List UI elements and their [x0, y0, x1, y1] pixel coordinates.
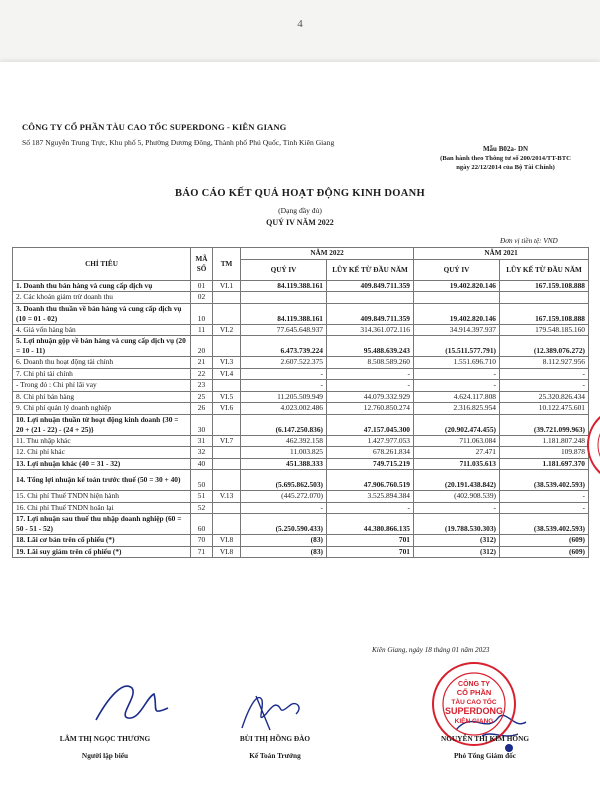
row-q4-2021: 4.624.117.808	[414, 391, 500, 403]
row-label: 16. Chi phí Thuế TNDN hoãn lại	[13, 502, 191, 514]
row-label: - Trong đó : Chi phí lãi vay	[13, 380, 191, 392]
row-label: 8. Chi phí bán hàng	[13, 391, 191, 403]
row-note	[213, 458, 241, 470]
row-q4-2022: -	[241, 380, 327, 392]
row-q4-2021: 34.914.397.937	[414, 324, 500, 336]
row-code: 40	[191, 458, 213, 470]
row-code: 20	[191, 336, 213, 357]
stamp-line-1: CÔNG TY	[458, 681, 490, 688]
row-q4-2021	[414, 292, 500, 304]
row-q4-2022: -	[241, 502, 327, 514]
signer-1-role: Người lập biểu	[81, 751, 129, 760]
row-q4-2021: 27.471	[414, 447, 500, 459]
row-label: 14. Tổng lợi nhuận kế toán trước thuế (50 = 30 + 40)	[13, 470, 191, 491]
table-row	[13, 435, 589, 447]
row-ytd-2021: 167.159.108.888	[500, 303, 589, 324]
row-ytd-2021: -	[500, 491, 589, 503]
row-q4-2021: -	[414, 502, 500, 514]
row-note: VI.2	[213, 324, 241, 336]
row-note	[213, 447, 241, 459]
form-reference	[418, 145, 593, 172]
row-note: V.13	[213, 491, 241, 503]
row-q4-2021: (15.511.577.791)	[414, 336, 500, 357]
form-code: Mẫu B02a- DN	[482, 145, 529, 153]
row-ytd-2021: 25.320.826.434	[500, 391, 589, 403]
table-row	[13, 292, 589, 304]
row-ytd-2021: (609)	[500, 546, 589, 558]
table-row	[13, 368, 589, 380]
header-year-2021: NĂM 2021	[414, 248, 589, 260]
row-ytd-2022	[327, 292, 414, 304]
row-label: 5. Lợi nhuận gộp về bán hàng và cung cấp dịch vụ (20 = 10 - 11)	[13, 336, 191, 357]
row-q4-2022: -	[241, 368, 327, 380]
row-note	[213, 303, 241, 324]
row-ytd-2021: 1.181.697.370	[500, 458, 589, 470]
header-year-2022: NĂM 2022	[241, 248, 414, 260]
row-q4-2022: (5.695.862.503)	[241, 470, 327, 491]
row-ytd-2021: (39.721.099.963)	[500, 414, 589, 435]
header-chi-tieu: CHỈ TIÊU	[13, 248, 191, 281]
table-row	[13, 414, 589, 435]
row-label: 13. Lợi nhuận khác (40 = 31 - 32)	[13, 458, 191, 470]
row-ytd-2021: 8.112.927.956	[500, 357, 589, 369]
row-q4-2021: 2.316.825.954	[414, 403, 500, 415]
table-row	[13, 514, 589, 535]
row-ytd-2022: -	[327, 502, 414, 514]
row-q4-2022: (6.147.250.836)	[241, 414, 327, 435]
row-label: 12. Chi phí khác	[13, 447, 191, 459]
stamp-line-2: CỔ PHẦN	[456, 688, 492, 697]
row-note: VI.6	[213, 403, 241, 415]
row-ytd-2022: 95.488.639.243	[327, 336, 414, 357]
table-row	[13, 502, 589, 514]
row-note	[213, 502, 241, 514]
table-row	[13, 458, 589, 470]
report-period: QUÝ IV NĂM 2022	[266, 218, 334, 227]
row-label: 3. Doanh thu thuần về bán hàng và cung cấp dịch vụ (10 = 01 - 02)	[13, 303, 191, 324]
row-ytd-2021: (38.539.402.593)	[500, 514, 589, 535]
row-q4-2021: 19.402.820.146	[414, 303, 500, 324]
signer-1-name: LÂM THỊ NGỌC THƯƠNG	[59, 734, 151, 743]
row-note: VI.5	[213, 391, 241, 403]
row-ytd-2021: -	[500, 380, 589, 392]
row-label: 4. Giá vốn hàng bán	[13, 324, 191, 336]
row-q4-2022: 77.645.648.937	[241, 324, 327, 336]
row-ytd-2022: 314.361.072.116	[327, 324, 414, 336]
header-tm: TM	[213, 248, 241, 281]
row-ytd-2022: 678.261.834	[327, 447, 414, 459]
row-ytd-2021: 109.878	[500, 447, 589, 459]
row-label: 15. Chi phí Thuế TNDN hiện hành	[13, 491, 191, 503]
row-q4-2021: (19.788.530.303)	[414, 514, 500, 535]
signature-2-scribble	[236, 684, 316, 734]
row-q4-2022: (445.272.070)	[241, 491, 327, 503]
row-q4-2022: 4.023.002.486	[241, 403, 327, 415]
row-code: 10	[191, 303, 213, 324]
row-code: 31	[191, 435, 213, 447]
table-row	[13, 324, 589, 336]
row-q4-2022: 84.119.388.161	[241, 303, 327, 324]
header-ma-so: MÃ SỐ	[191, 248, 213, 281]
row-note	[213, 414, 241, 435]
stamp-line-3: TÀU CAO TỐC	[451, 699, 497, 706]
row-note	[213, 292, 241, 304]
row-label: 11. Thu nhập khác	[13, 435, 191, 447]
table-row	[13, 546, 589, 558]
row-code: 26	[191, 403, 213, 415]
row-ytd-2022: 701	[327, 546, 414, 558]
row-ytd-2021	[500, 292, 589, 304]
stamp-line-5: KIÊN GIANG	[454, 718, 494, 725]
row-ytd-2022: 47.906.760.519	[327, 470, 414, 491]
row-ytd-2022: 44.380.866.135	[327, 514, 414, 535]
row-ytd-2021: 179.548.185.160	[500, 324, 589, 336]
row-ytd-2022: 12.760.850.274	[327, 403, 414, 415]
table-row	[13, 403, 589, 415]
report-subtitle: (Dạng đầy đủ)	[278, 206, 322, 215]
row-code: 02	[191, 292, 213, 304]
table-row	[13, 470, 589, 491]
row-ytd-2022: 44.079.332.929	[327, 391, 414, 403]
table-row	[13, 357, 589, 369]
row-code: 01	[191, 280, 213, 292]
row-q4-2021: (20.902.474.455)	[414, 414, 500, 435]
edge-seal-fragment	[586, 400, 600, 490]
row-code: 60	[191, 514, 213, 535]
row-q4-2021: (312)	[414, 535, 500, 547]
row-ytd-2022: 749.715.219	[327, 458, 414, 470]
form-line-2: ngày 22/12/2014 của Bộ Tài Chính)	[456, 164, 555, 171]
table-row	[13, 447, 589, 459]
header-quy-iv-2021: QUÝ IV	[414, 259, 500, 280]
table-row	[13, 303, 589, 324]
row-note	[213, 336, 241, 357]
row-q4-2022: (83)	[241, 535, 327, 547]
row-code: 22	[191, 368, 213, 380]
row-ytd-2022: -	[327, 380, 414, 392]
row-code: 70	[191, 535, 213, 547]
table-row	[13, 380, 589, 392]
row-ytd-2022: -	[327, 368, 414, 380]
row-ytd-2021: 10.122.475.601	[500, 403, 589, 415]
row-note: VI.7	[213, 435, 241, 447]
row-code: 23	[191, 380, 213, 392]
row-ytd-2022: 3.525.894.384	[327, 491, 414, 503]
row-q4-2022	[241, 292, 327, 304]
row-ytd-2021: -	[500, 368, 589, 380]
row-code: 52	[191, 502, 213, 514]
row-note: VI.1	[213, 280, 241, 292]
row-label: 17. Lợi nhuận sau thuế thu nhập doanh nghiệp (60 = 50 - 51 - 52)	[13, 514, 191, 535]
row-ytd-2021: (609)	[500, 535, 589, 547]
row-label: 9. Chi phí quản lý doanh nghiệp	[13, 403, 191, 415]
currency-unit: Đơn vị tiền tệ: VND	[500, 237, 558, 245]
row-ytd-2022: 1.427.977.053	[327, 435, 414, 447]
table-row	[13, 391, 589, 403]
signer-2-role: Kế Toán Trưởng	[249, 751, 301, 760]
row-ytd-2021: (38.539.402.593)	[500, 470, 589, 491]
row-label: 7. Chi phí tài chính	[13, 368, 191, 380]
row-q4-2022: 2.607.522.375	[241, 357, 327, 369]
row-q4-2021: -	[414, 368, 500, 380]
header-luy-ke-2021: LŨY KẾ TỪ ĐẦU NĂM	[500, 259, 589, 280]
row-q4-2021: (312)	[414, 546, 500, 558]
header-luy-ke-2022: LŨY KẾ TỪ ĐẦU NĂM	[327, 259, 414, 280]
place-date: Kiên Giang, ngày 18 tháng 01 năm 2023	[372, 646, 490, 654]
row-code: 50	[191, 470, 213, 491]
row-code: 21	[191, 357, 213, 369]
row-code: 11	[191, 324, 213, 336]
header-quy-iv-2022: QUÝ IV	[241, 259, 327, 280]
signer-2-name: BÙI THỊ HỒNG ĐÀO	[239, 734, 311, 743]
row-ytd-2022: 8.508.589.260	[327, 357, 414, 369]
row-q4-2021: 1.551.696.710	[414, 357, 500, 369]
row-q4-2021: (402.908.539)	[414, 491, 500, 503]
table-row	[13, 280, 589, 292]
table-row	[13, 336, 589, 357]
row-q4-2021: 711.035.613	[414, 458, 500, 470]
row-label: 10. Lợi nhuận thuần từ hoạt động kinh doanh {30 = 20 + (21 - 22) - (24 + 25)}	[13, 414, 191, 435]
table-row	[13, 535, 589, 547]
company-name: CÔNG TY CỔ PHẦN TÀU CAO TỐC SUPERDONG - KIÊN GIANG	[22, 122, 287, 132]
row-code: 25	[191, 391, 213, 403]
row-q4-2021: 19.402.820.146	[414, 280, 500, 292]
signer-3-role: Phó Tổng Giám đốc	[453, 751, 517, 760]
row-ytd-2021: (12.389.076.272)	[500, 336, 589, 357]
row-q4-2022: 451.388.333	[241, 458, 327, 470]
row-label: 1. Doanh thu bán hàng và cung cấp dịch vụ	[13, 280, 191, 292]
company-address: Số 187 Nguyễn Trung Trực, Khu phố 5, Phường Dương Đông, Thành phố Phú Quốc, Tỉnh Kiên Giang	[22, 138, 335, 147]
row-q4-2021: -	[414, 380, 500, 392]
row-code: 32	[191, 447, 213, 459]
row-ytd-2021: -	[500, 502, 589, 514]
row-ytd-2022: 409.849.711.359	[327, 280, 414, 292]
row-q4-2022: (5.250.590.433)	[241, 514, 327, 535]
row-q4-2022: 11.003.825	[241, 447, 327, 459]
row-note: VI.4	[213, 368, 241, 380]
form-line-1: (Ban hành theo Thông tư số 200/2014/TT-BTC	[440, 155, 571, 162]
row-note	[213, 380, 241, 392]
row-q4-2022: 462.392.158	[241, 435, 327, 447]
row-code: 30	[191, 414, 213, 435]
row-label: 19. Lãi suy giảm trên cổ phiếu (*)	[13, 546, 191, 558]
report-title: BÁO CÁO KẾT QUẢ HOẠT ĐỘNG KINH DOANH	[175, 188, 425, 199]
stamp-line-4: SUPERDONG	[444, 706, 504, 716]
row-label: 2. Các khoản giảm trừ doanh thu	[13, 292, 191, 304]
row-ytd-2022: 47.157.045.300	[327, 414, 414, 435]
row-note	[213, 514, 241, 535]
row-note: VI.3	[213, 357, 241, 369]
row-label: 18. Lãi cơ bản trên cổ phiếu (*)	[13, 535, 191, 547]
row-ytd-2021: 1.181.807.248	[500, 435, 589, 447]
row-ytd-2022: 701	[327, 535, 414, 547]
row-label: 6. Doanh thu hoạt động tài chính	[13, 357, 191, 369]
row-q4-2021: (20.191.438.842)	[414, 470, 500, 491]
row-ytd-2021: 167.159.108.888	[500, 280, 589, 292]
row-q4-2022: 84.119.388.161	[241, 280, 327, 292]
row-note	[213, 470, 241, 491]
row-q4-2021: 711.063.084	[414, 435, 500, 447]
row-code: 51	[191, 491, 213, 503]
signature-1-scribble	[88, 668, 178, 728]
row-ytd-2022: 409.849.711.359	[327, 303, 414, 324]
row-q4-2022: 6.473.739.224	[241, 336, 327, 357]
row-code: 71	[191, 546, 213, 558]
signer-3-name: NGUYỄN THỊ KIM HỒNG	[440, 734, 530, 743]
row-note: VI.8	[213, 546, 241, 558]
row-q4-2022: (83)	[241, 546, 327, 558]
income-statement-table	[12, 247, 589, 558]
page-number: 4	[297, 18, 303, 30]
row-note: VI.8	[213, 535, 241, 547]
row-q4-2022: 11.205.509.949	[241, 391, 327, 403]
table-row	[13, 491, 589, 503]
